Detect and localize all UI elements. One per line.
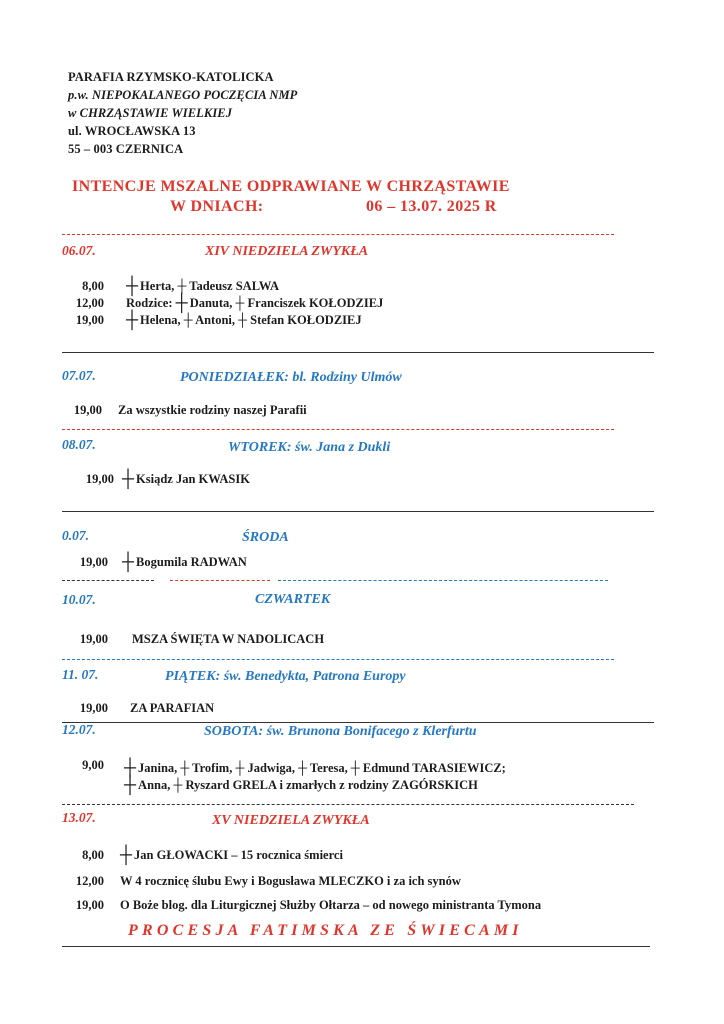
day-name: ŚRODA <box>242 530 289 545</box>
day-date: 06.07. <box>62 243 96 258</box>
procession-announcement: PROCESJA FATIMSKA ZE ŚWIECAMI <box>128 922 523 939</box>
date-range-label: W DNIACH: <box>170 198 264 215</box>
divider <box>62 580 154 581</box>
divider <box>62 429 614 430</box>
mass-time: 8,00 <box>82 279 104 293</box>
day-date: 0.07. <box>62 528 89 543</box>
mass-time: 19,00 <box>79 701 108 715</box>
mass-intention: Rodzice: ┼ Danuta, ┼ Franciszek KOŁODZIEJ <box>126 293 384 312</box>
cross-icon: ┼ <box>122 469 135 488</box>
cross-icon: ┼ <box>175 293 188 312</box>
divider <box>62 722 654 723</box>
mass-time: 19,00 <box>79 555 108 569</box>
mass-intention: Za wszystkie rodziny naszej Parafii <box>118 403 307 417</box>
cross-icon: ┼ <box>124 775 137 794</box>
day-date: 12.07. <box>62 722 96 737</box>
mass-time: 8,00 <box>82 848 104 862</box>
parish-dedication: p.w. NIEPOKALANEGO POCZĘCIA NMP <box>68 88 298 102</box>
day-name: XV NIEDZIELA ZWYKŁA <box>212 813 370 828</box>
mass-intention: ┼ Janina, ┼ Trofim, ┼ Jadwiga, ┼ Teresa, ┼ Edmund TARASIEWICZ; <box>124 758 506 777</box>
cross-icon: ┼ <box>126 310 139 329</box>
mass-time: 19,00 <box>79 632 108 646</box>
cross-icon: ┼ <box>122 552 135 571</box>
cross-icon: ┼ <box>120 845 133 864</box>
day-name: PIĄTEK: św. Benedykta, Patrona Europy <box>165 669 406 684</box>
mass-intention: MSZA ŚWIĘTA W NADOLICACH <box>132 632 325 646</box>
mass-time: 9,00 <box>82 758 104 772</box>
mass-intention: ZA PARAFIAN <box>130 701 215 715</box>
mass-intention: O Boże blog. dla Liturgicznej Służby Ołtarza – od nowego ministranta Tymona <box>120 898 542 912</box>
mass-time: 12,00 <box>75 874 104 888</box>
mass-intention: ┼ Bogumila RADWAN <box>122 552 247 571</box>
cross-icon: ┼ <box>124 758 137 777</box>
day-date: 11. 07. <box>62 667 99 682</box>
mass-time: 19,00 <box>75 313 104 327</box>
date-range: 06 – 13.07. 2025 R <box>366 198 497 215</box>
divider <box>62 946 650 947</box>
mass-time: 19,00 <box>75 898 104 912</box>
day-name: PONIEDZIAŁEK: bl. Rodziny Ulmów <box>180 370 402 385</box>
page-title: INTENCJE MSZALNE ODPRAWIANE W CHRZĄSTAWIE <box>72 178 510 195</box>
divider <box>62 352 654 353</box>
mass-time: 19,00 <box>85 472 114 486</box>
mass-intention: ┼ Herta, ┼ Tadeusz SALWA <box>126 276 280 295</box>
divider <box>62 234 614 235</box>
parish-location: w CHRZĄSTAWIE WIELKIEJ <box>68 106 233 120</box>
day-name: CZWARTEK <box>255 592 331 607</box>
parish-street: ul. WROCŁAWSKA 13 <box>68 124 196 138</box>
mass-intention: ┼ Anna, ┼ Ryszard GRELA i zmarłych z rodziny ZAGÓRSKICH <box>124 775 478 794</box>
parish-postcode: 55 – 003 CZERNICA <box>68 142 184 156</box>
day-name: WTOREK: św. Jana z Dukli <box>228 440 391 455</box>
cross-icon: ┼ <box>126 276 139 295</box>
divider <box>62 511 654 512</box>
mass-intention: ┼ Jan GŁOWACKI – 15 rocznica śmierci <box>120 845 343 864</box>
divider <box>170 580 270 581</box>
divider <box>278 580 608 581</box>
parish-name: PARAFIA RZYMSKO-KATOLICKA <box>68 70 274 84</box>
day-name: XIV NIEDZIELA ZWYKŁA <box>205 244 369 259</box>
divider <box>62 804 634 805</box>
divider <box>62 659 614 660</box>
mass-intention: ┼ Helena, ┼ Antoni, ┼ Stefan KOŁODZIEJ <box>126 310 362 329</box>
mass-time: 19,00 <box>73 403 102 417</box>
day-name: SOBOTA: św. Brunona Bonifacego z Klerfurtu <box>204 724 477 739</box>
day-date: 10.07. <box>62 592 96 607</box>
mass-time: 12,00 <box>75 296 104 310</box>
day-date: 07.07. <box>62 368 96 383</box>
mass-intention: ┼ Ksiądz Jan KWASIK <box>122 469 250 488</box>
mass-intention: W 4 rocznicę ślubu Ewy i Bogusława MLECZKO i za ich synów <box>120 874 461 888</box>
day-date: 08.07. <box>62 437 96 452</box>
day-date: 13.07. <box>62 810 96 825</box>
